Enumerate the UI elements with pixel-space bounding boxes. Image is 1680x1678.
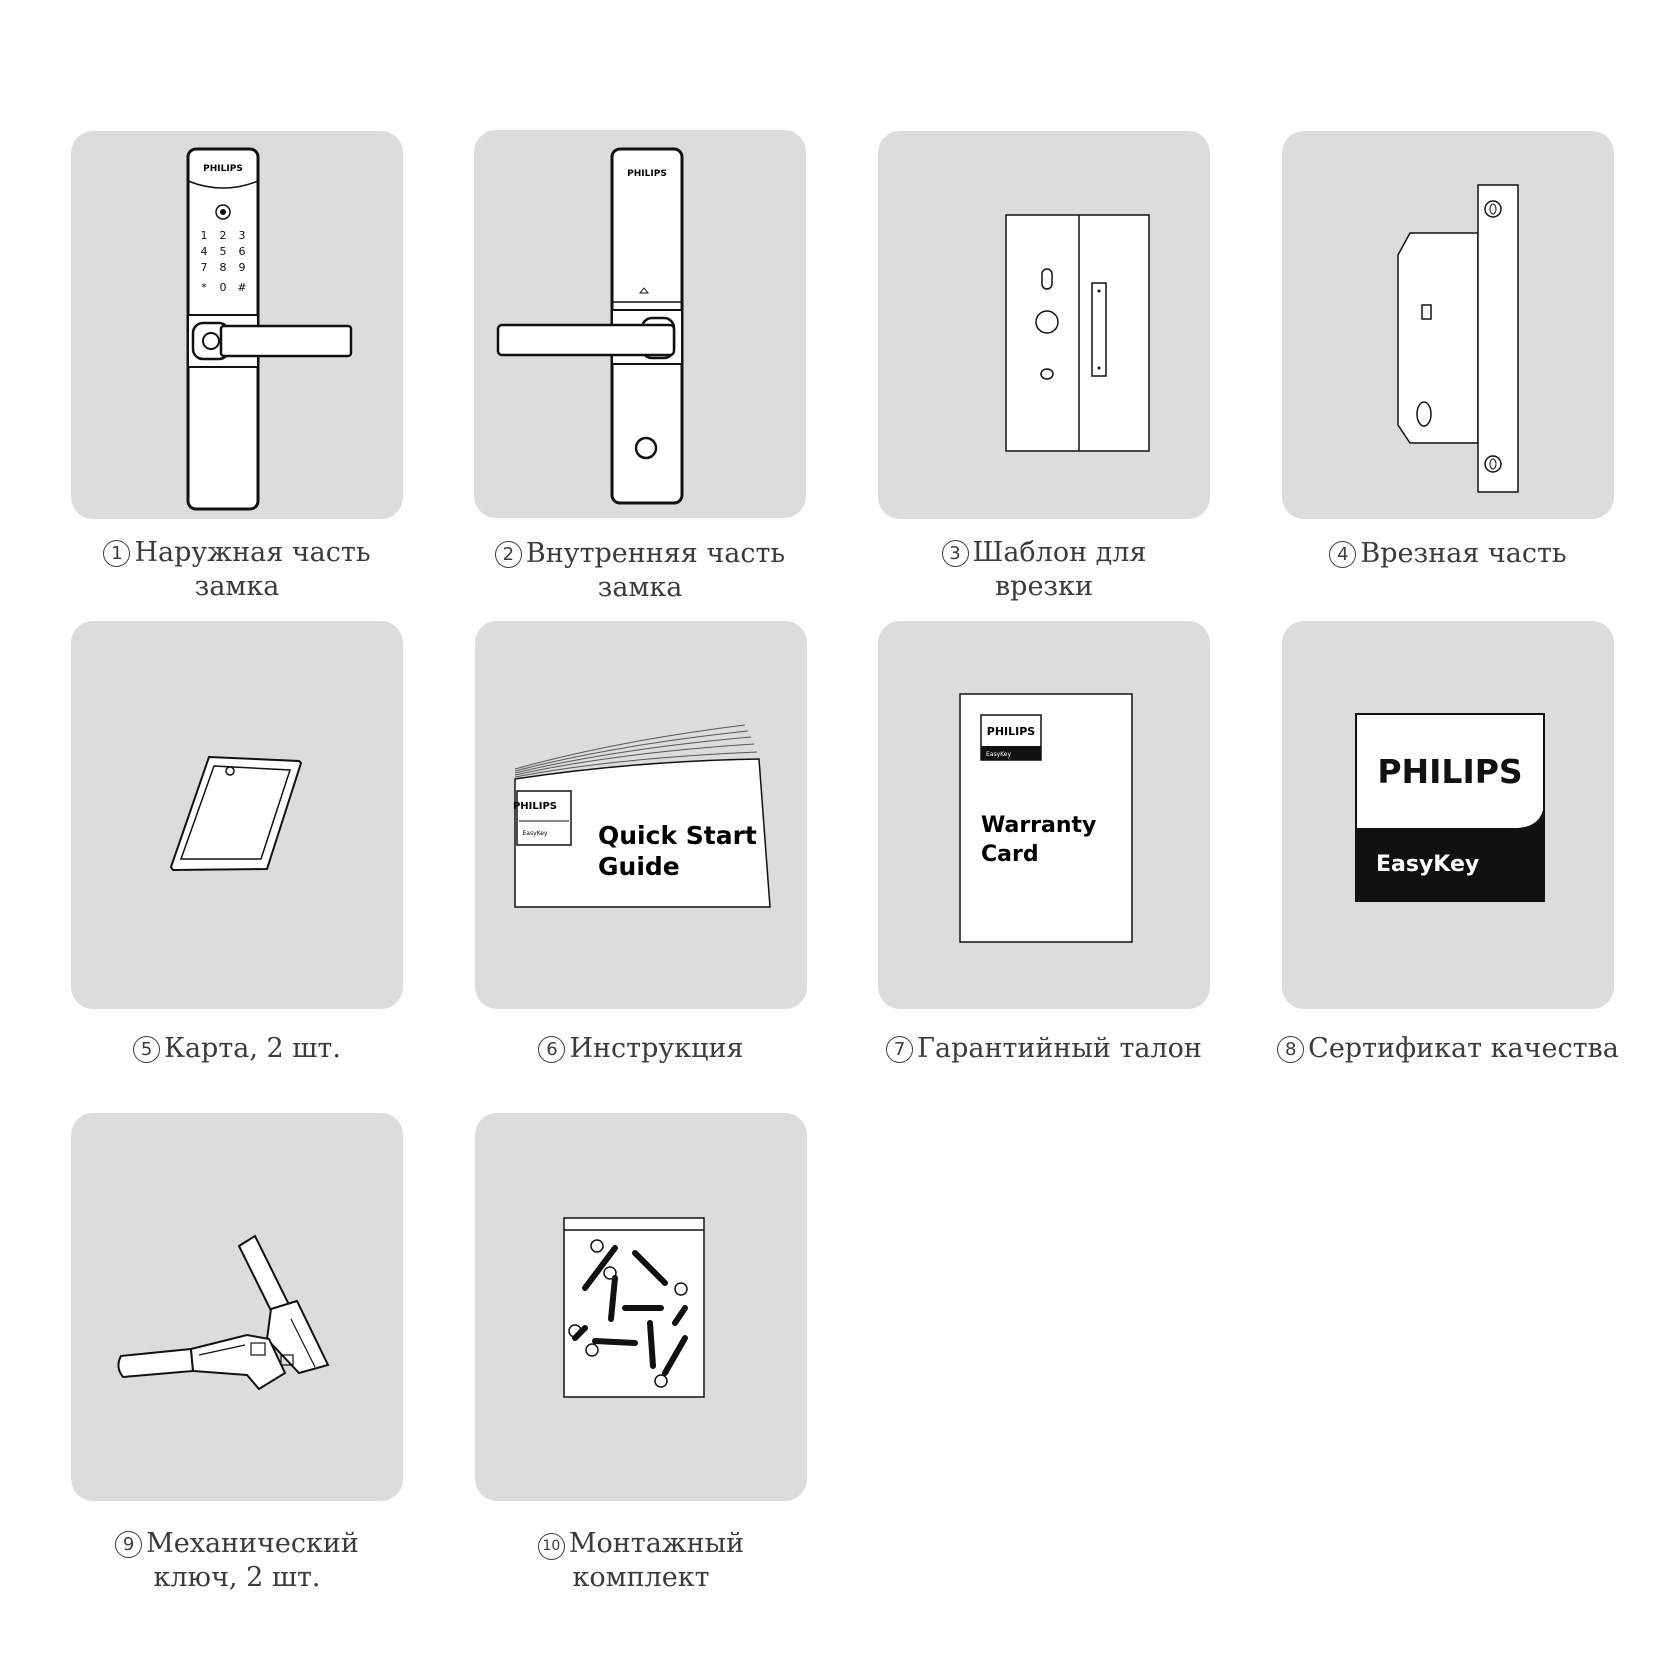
key: 7: [200, 261, 208, 274]
caption-text: Врезная часть: [1360, 538, 1567, 569]
caption-template: [844, 536, 1244, 604]
number-badge: 5: [133, 1036, 160, 1063]
caption-text: Наружная часть замка: [134, 537, 371, 602]
caption-text: Инструкция: [569, 1033, 744, 1064]
key: 3: [238, 229, 246, 242]
number-badge: 4: [1329, 541, 1356, 568]
number-badge: 10: [538, 1533, 565, 1560]
tile-key: [71, 1113, 403, 1501]
key: *: [201, 281, 207, 294]
inner-lock-illustration: [474, 130, 806, 518]
certificate-brand: PHILIPS: [1377, 752, 1523, 791]
tile-guide: [475, 621, 807, 1009]
guide-title-2: Guide: [598, 852, 680, 881]
guide-title-1: Quick Start: [598, 821, 757, 850]
key: 8: [219, 261, 227, 274]
number-badge: 6: [538, 1036, 565, 1063]
caption-text: Шаблон для врезки: [972, 537, 1147, 602]
tile-inner-lock: [474, 130, 806, 518]
guide-sub: EasyKey: [522, 830, 548, 837]
warranty-title-2: Card: [981, 842, 1039, 867]
tile-mortise: [1282, 131, 1614, 519]
caption-text: Карта, 2 шт.: [164, 1033, 341, 1064]
number-badge: 3: [942, 540, 969, 567]
caption-card: [37, 1032, 437, 1066]
caption-outer-lock: [37, 536, 437, 604]
lock-brand: PHILIPS: [627, 169, 667, 179]
mortise-illustration: [1282, 131, 1614, 519]
key: 2: [219, 229, 227, 242]
caption-text: Внутренняя часть замка: [525, 538, 786, 603]
caption-warranty: [844, 1032, 1244, 1066]
caption-text: Гарантийный талон: [917, 1033, 1202, 1064]
mounting-kit-illustration: [475, 1113, 807, 1501]
template-illustration: [878, 131, 1210, 519]
tile-template: [878, 131, 1210, 519]
caption-text: Сертификат качества: [1308, 1033, 1619, 1064]
caption-key: [37, 1527, 437, 1595]
key-illustration: [71, 1113, 403, 1501]
key: 6: [238, 245, 246, 258]
tile-card: [71, 621, 403, 1009]
caption-text: Монтажный комплект: [568, 1528, 745, 1593]
number-badge: 9: [115, 1531, 142, 1558]
tile-mounting-kit: [475, 1113, 807, 1501]
card-illustration: [71, 621, 403, 1009]
warranty-sub: EasyKey: [986, 751, 1012, 758]
number-badge: 7: [886, 1036, 913, 1063]
outer-lock-illustration: [71, 131, 403, 519]
tile-certificate: [1282, 621, 1614, 1009]
guide-illustration: [475, 621, 807, 1009]
caption-inner-lock: [440, 537, 840, 605]
number-badge: 2: [495, 541, 522, 568]
lock-brand: PHILIPS: [203, 164, 243, 174]
key: 1: [200, 229, 208, 242]
tile-warranty: [878, 621, 1210, 1009]
warranty-title-1: Warranty: [981, 813, 1097, 838]
warranty-illustration: [878, 621, 1210, 1009]
number-badge: 1: [103, 540, 130, 567]
key: #: [237, 281, 247, 294]
caption-certificate: [1248, 1032, 1648, 1066]
key: 9: [238, 261, 246, 274]
number-badge: 8: [1277, 1036, 1304, 1063]
key: 5: [219, 245, 227, 258]
key: 0: [219, 281, 227, 294]
caption-mounting-kit: [441, 1527, 841, 1595]
key: 4: [200, 245, 208, 258]
caption-mortise: [1248, 537, 1648, 571]
certificate-sub: EasyKey: [1376, 852, 1480, 877]
tile-outer-lock: [71, 131, 403, 519]
certificate-illustration: [1282, 621, 1614, 1009]
caption-guide: [441, 1032, 841, 1066]
warranty-brand: PHILIPS: [986, 725, 1036, 738]
caption-text: Механический ключ, 2 шт.: [146, 1528, 359, 1593]
guide-brand: PHILIPS: [512, 801, 558, 812]
